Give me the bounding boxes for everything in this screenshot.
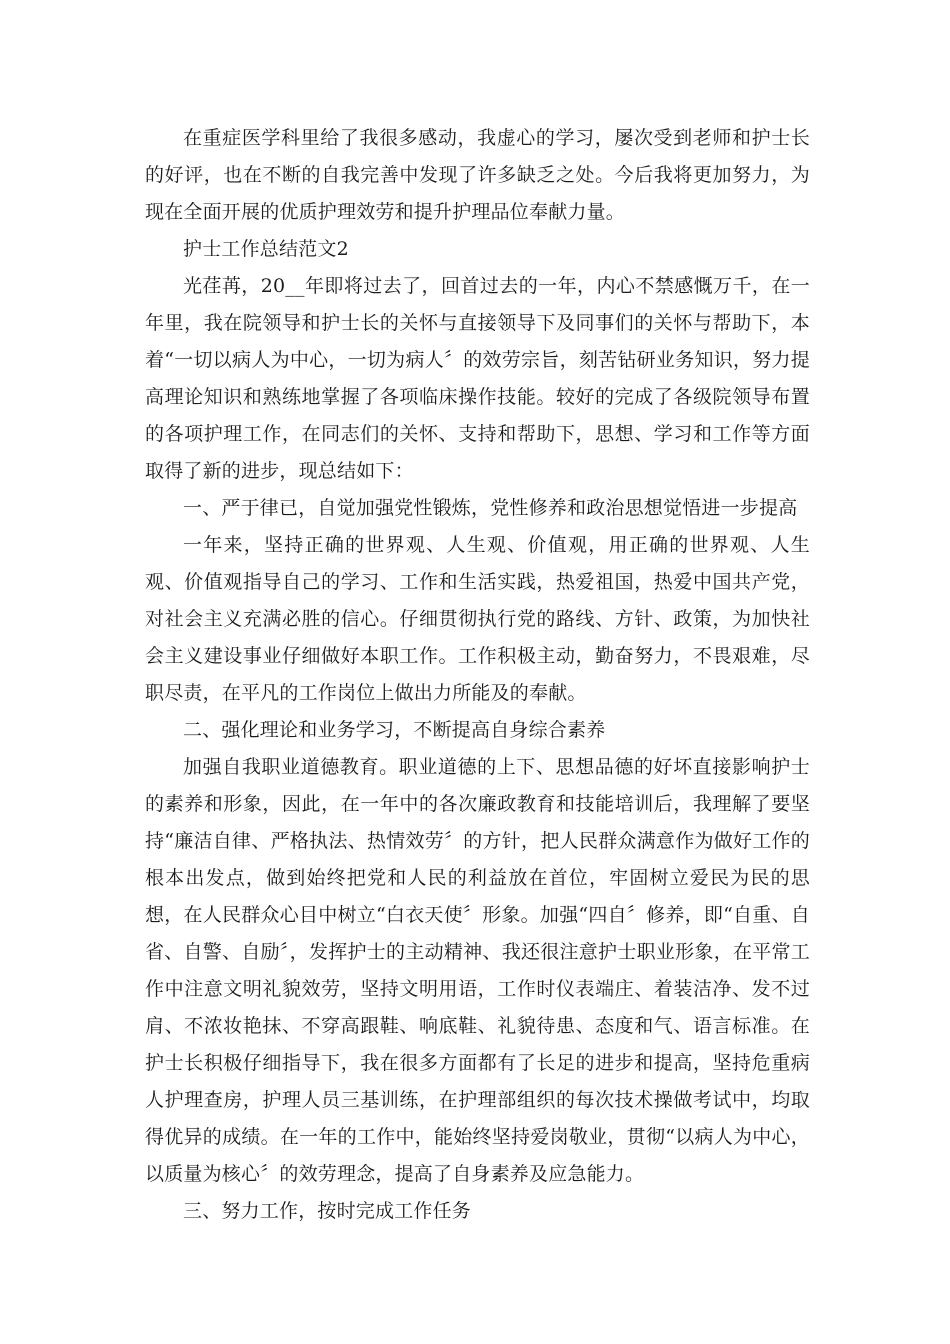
paragraph-professional-ethics: 加强自我职业道德教育。职业道德的上下、思想品德的好坏直接影响护士的素养和形象，因此，在一年中的各次廉政教育和技能培训后，我理解了要坚持“廉洁自律、严格执法、热情效劳〞的方针，把人民群众满意作为做好工作的根本出发点，做到始终把党和人民的利益放在首位，牢固树立爱民为民的思想，在人民群众心目中树立“白衣天使〞形象。加强“四自〞修养，即“自重、自省、自警、自励〞，发挥护士的主动精神、我还很注意护士职业形象，在平常工作中注意文明礼貌效劳，坚持文明用语，工作时仪表端庄、着装洁净、发不过肩、不浓妆艳抹、不穿高跟鞋、响底鞋、礼貌待患、态度和气、语言标准。在护士长积极仔细指导下，我在很多方面都有了长足的进步和提高，坚持危重病人护理查房，护理人员三基训练，在护理部组织的每次技术操做考试中，均取得优异的成绩。在一年的工作中，能始终坚持爱岗敬业，贯彻“以病人为中心，以质量为核心〞的效劳理念，提高了自身素养及应急能力。 xyxy=(145,756,810,1185)
heading-party-discipline: 一、严于律已，自觉加强党性锻炼，党性修养和政治思想觉悟进一步提高 xyxy=(183,497,798,519)
document-body xyxy=(145,120,810,1230)
section-title-sample-2: 护士工作总结范文2 xyxy=(183,238,349,260)
paragraph-worldview: 一年来，坚持正确的世界观、人生观、价值观，用正确的世界观、人生观、价值观指导自己的学习、工作和生活实践，热爱祖国，热爱中国共产党，对社会主义充满必胜的信心。仔细贯彻执行党的路线、方针、政策，为加快社会主义建设事业仔细做好本职工作。工作积极主动，勤奋努力，不畏艰难，尽职尽责，在平凡的工作岗位上做出力所能及的奉献。 xyxy=(145,534,810,704)
paragraph-year-review: 光荏苒，20__年即将过去了，回首过去的一年，内心不禁感慨万千，在一年里，我在院领导和护士长的关怀与直接领导下及同事们的关怀与帮助下，本着“一切以病人为中心，一切为病人〞的效劳宗旨，刻苦钻研业务知识，努力提高理论知识和熟练地掌握了各项临床操作技能。较好的完成了各级院领导布置的各项护理工作，在同志们的关怀、支持和帮助下，思想、学习和工作等方面取得了新的进步，现总结如下： xyxy=(145,275,810,482)
heading-work-tasks: 三、努力工作，按时完成工作任务 xyxy=(183,1200,472,1222)
heading-theory-study: 二、强化理论和业务学习，不断提高自身综合素养 xyxy=(183,719,606,741)
paragraph-icu-reflection: 在重症医学科里给了我很多感动，我虚心的学习，屡次受到老师和护士长的好评，也在不断的自我完善中发现了许多缺乏之处。今后我将更加努力，为现在全面开展的优质护理效劳和提升护理品位奉献力量。 xyxy=(145,127,810,223)
